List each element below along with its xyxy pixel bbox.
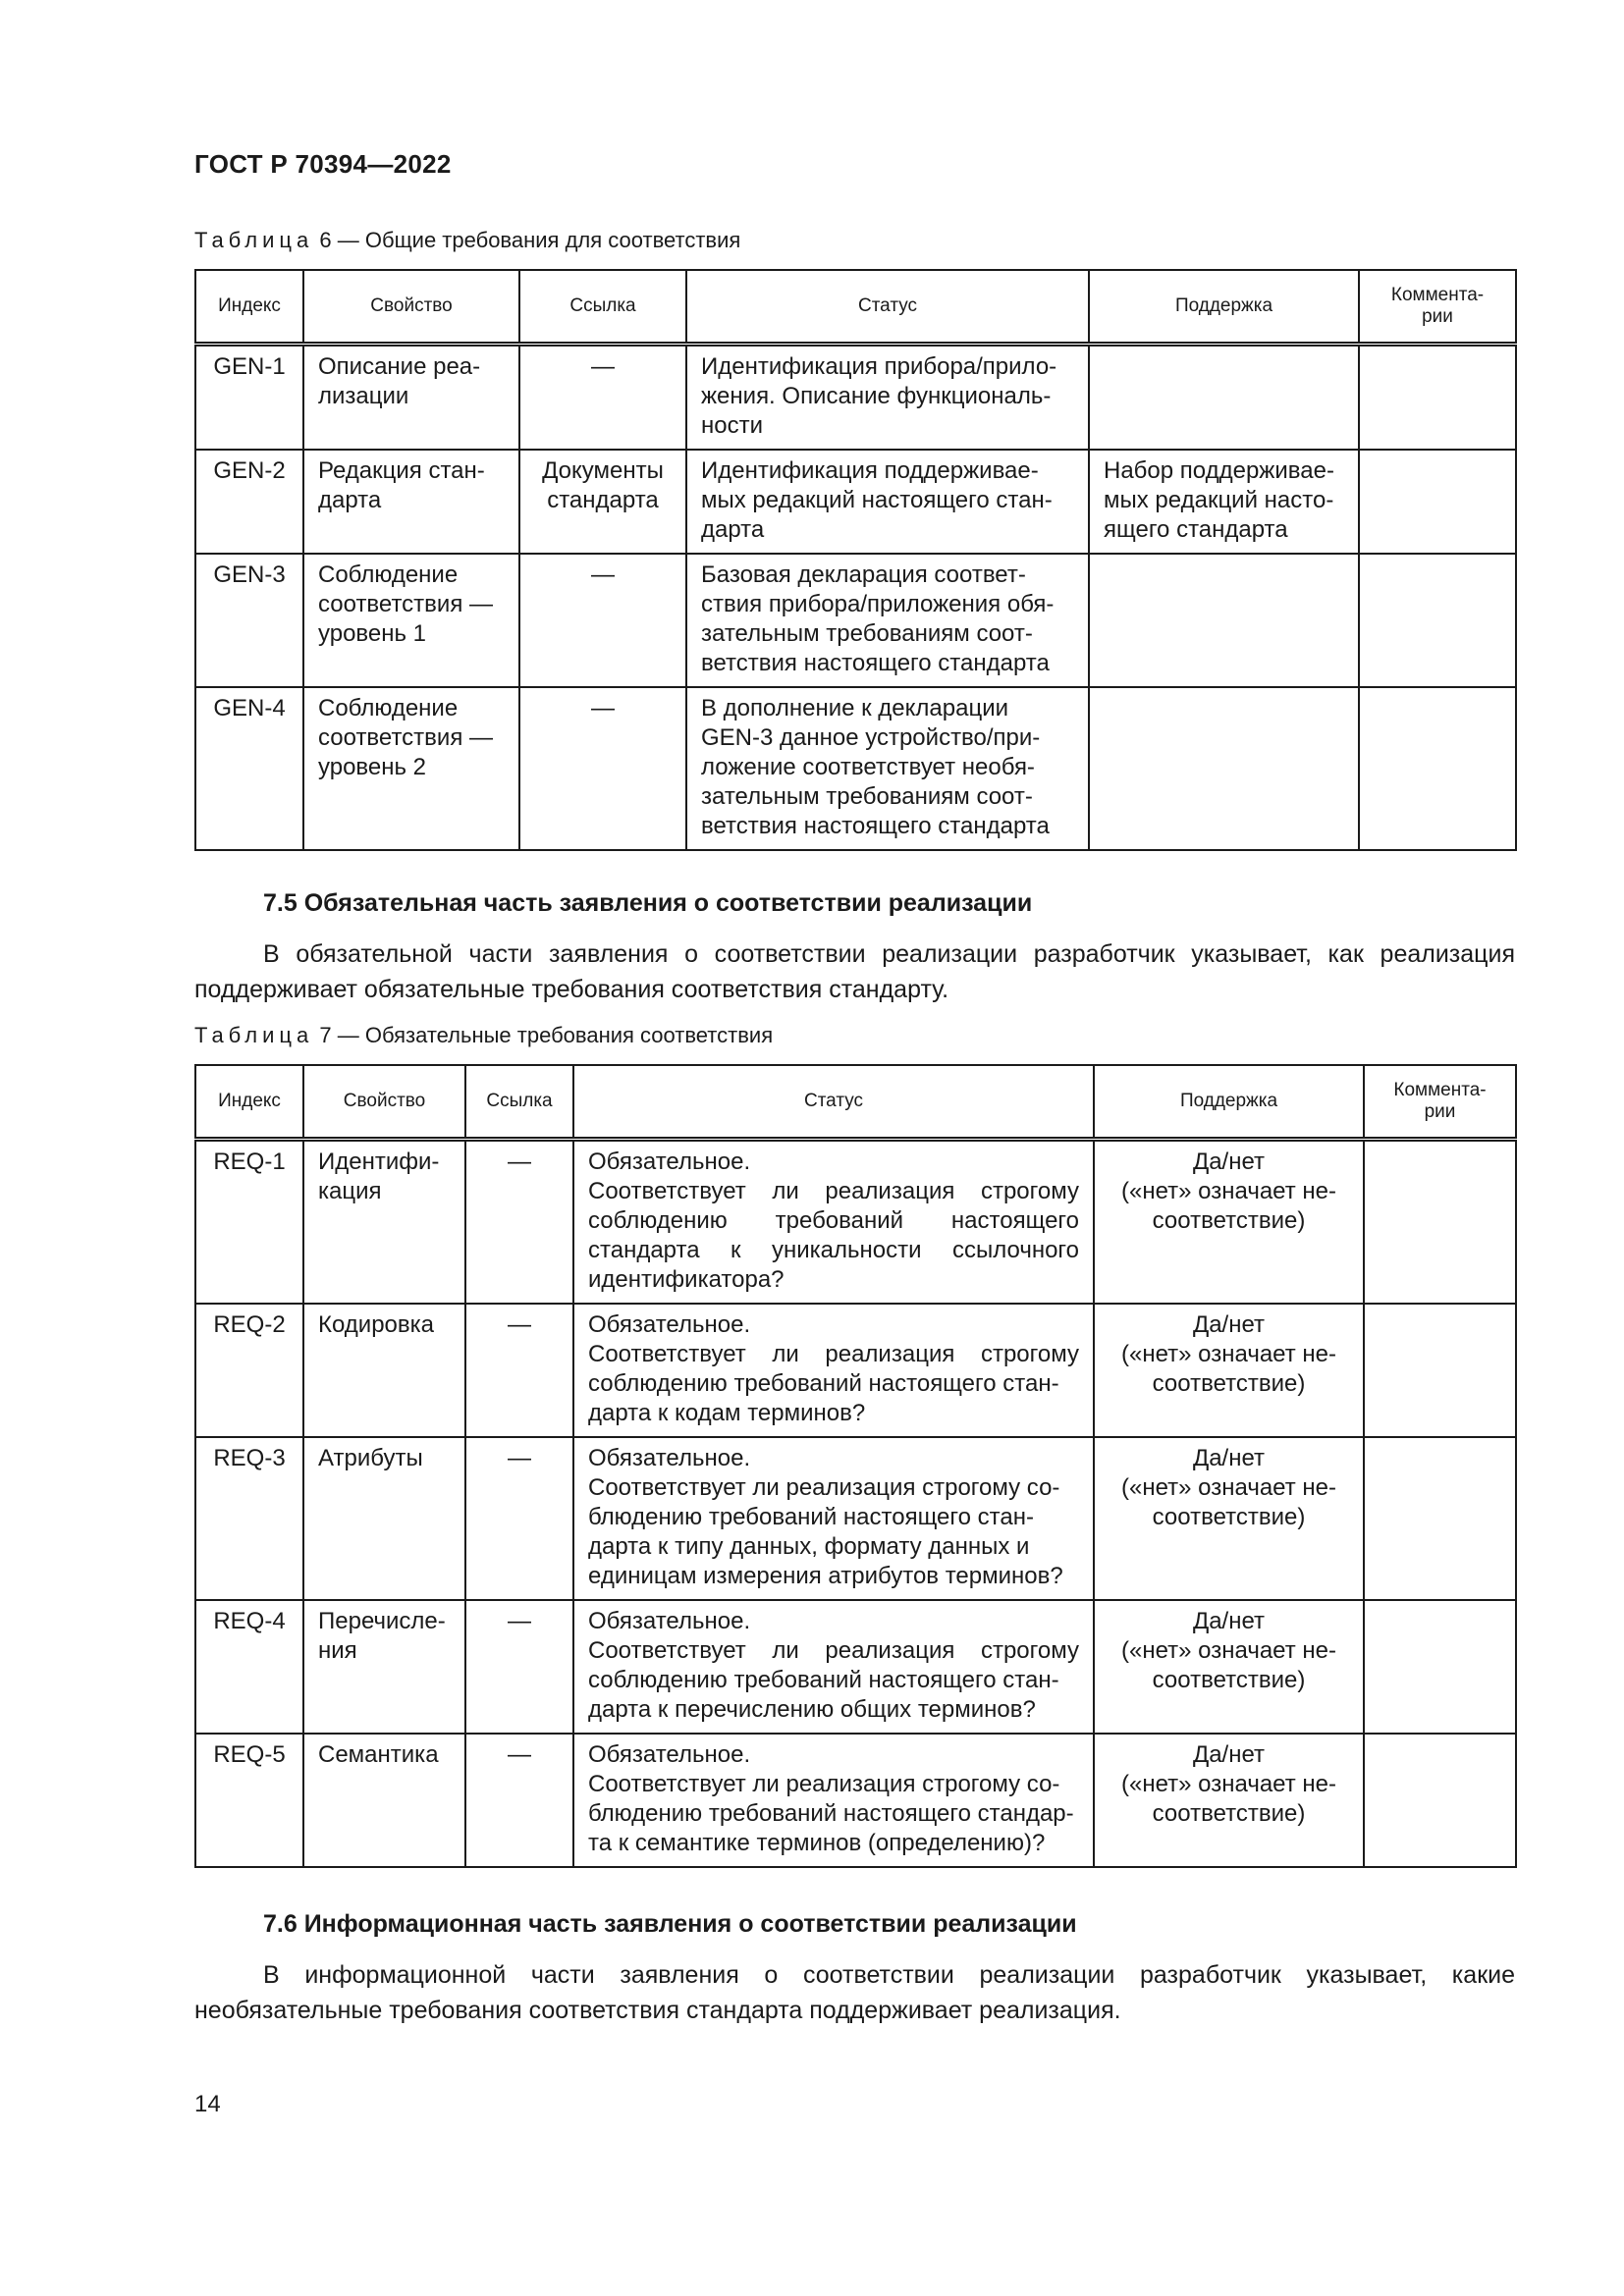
table-cell: Редакция стан- дарта <box>303 450 519 554</box>
table-cell: — <box>519 554 686 687</box>
column-header: Коммента- рии <box>1364 1065 1516 1140</box>
table-cell <box>1359 687 1516 850</box>
table-cell <box>1359 450 1516 554</box>
table-cell <box>1089 687 1359 850</box>
column-header: Свойство <box>303 1065 465 1140</box>
table-cell: REQ-2 <box>195 1304 303 1437</box>
table-cell: Семантика <box>303 1734 465 1867</box>
table-row <box>195 1600 1516 1734</box>
table-row <box>195 1437 1516 1600</box>
table-cell <box>1364 1734 1516 1867</box>
table-header-row <box>195 1065 1516 1140</box>
table-cell: — <box>465 1304 573 1437</box>
table-cell: Обязательное. Соответствует ли реализация строгому со- блюдению требований настоящего стандар- та к семантике терминов (определению)? <box>573 1734 1094 1867</box>
table-6-caption <box>194 228 740 253</box>
table-cell: — <box>465 1600 573 1734</box>
section-7-5-paragraph: В обязательной части заявления о соответствии реализации разработчик указывает, как реализация поддерживает обязательные требования соответствия стандарту. <box>194 940 1515 1003</box>
column-header: Поддержка <box>1094 1065 1364 1140</box>
table-cell <box>1364 1304 1516 1437</box>
table-cell: Соблюдение соответствия — уровень 1 <box>303 554 519 687</box>
table-cell: REQ-5 <box>195 1734 303 1867</box>
table-cell <box>1089 554 1359 687</box>
table-cell: — <box>519 687 686 850</box>
table-cell: Обязательное. Соответствует ли реализация строгому соблюдению требований настоящего стан- дарта к перечислению общих терминов? <box>573 1600 1094 1734</box>
table-cell: GEN-2 <box>195 450 303 554</box>
page-number: 14 <box>194 2091 221 2117</box>
table-cell: Да/нет («нет» означает не- соответствие) <box>1094 1600 1364 1734</box>
column-header: Статус <box>686 270 1089 345</box>
table-cell: Да/нет («нет» означает не- соответствие) <box>1094 1304 1364 1437</box>
table-cell <box>1359 345 1516 451</box>
table-row <box>195 1734 1516 1867</box>
table-cell: Кодировка <box>303 1304 465 1437</box>
table-7 <box>194 1064 1517 1868</box>
table-cell: Да/нет («нет» означает не- соответствие) <box>1094 1437 1364 1600</box>
table-7-caption <box>194 1023 773 1048</box>
caption-word: Таблица <box>194 228 314 252</box>
table-cell: Идентификация поддерживае- мых редакций настоящего стан- дарта <box>686 450 1089 554</box>
table-header-row <box>195 270 1516 345</box>
table-row <box>195 687 1516 850</box>
table-cell: GEN-1 <box>195 345 303 451</box>
document-header: ГОСТ Р 70394—2022 <box>194 149 452 179</box>
caption-text: 7 — Обязательные требования соответствия <box>319 1023 774 1047</box>
table-cell: Описание реа- лизации <box>303 345 519 451</box>
table-cell: Перечисле- ния <box>303 1600 465 1734</box>
column-header: Статус <box>573 1065 1094 1140</box>
column-header: Ссылка <box>519 270 686 345</box>
table-cell: GEN-4 <box>195 687 303 850</box>
table-cell <box>1364 1600 1516 1734</box>
table-cell: REQ-1 <box>195 1140 303 1305</box>
section-7-6-title: 7.6 Информационная часть заявления о соответствии реализации <box>263 1910 1077 1938</box>
table-cell: GEN-3 <box>195 554 303 687</box>
table-cell: Базовая декларация соответ- ствия прибора/приложения обя- зательным требованиям соот- ветствия настоящего стандарта <box>686 554 1089 687</box>
table-cell: Обязательное. Соответствует ли реализация строгому соблюдению требований настоящего стан- дарта к кодам терминов? <box>573 1304 1094 1437</box>
column-header: Поддержка <box>1089 270 1359 345</box>
table-row <box>195 450 1516 554</box>
column-header: Ссылка <box>465 1065 573 1140</box>
table-cell: Обязательное. Соответствует ли реализация строгому соблюдению требований настоящего стандарта к уникальности ссылочного идентификатора? <box>573 1140 1094 1305</box>
table-cell: — <box>465 1734 573 1867</box>
table-row <box>195 1304 1516 1437</box>
table-cell: REQ-3 <box>195 1437 303 1600</box>
table-cell <box>1359 554 1516 687</box>
column-header: Индекс <box>195 270 303 345</box>
section-7-5-title: 7.5 Обязательная часть заявления о соответствии реализации <box>263 889 1033 917</box>
caption-text: 6 — Общие требования для соответствия <box>319 228 741 252</box>
table-cell <box>1089 345 1359 451</box>
caption-word: Таблица <box>194 1023 314 1047</box>
table-cell: Идентификация прибора/прило- жения. Описание функциональ- ности <box>686 345 1089 451</box>
table-cell: — <box>519 345 686 451</box>
table-cell: Атрибуты <box>303 1437 465 1600</box>
table-cell: Соблюдение соответствия — уровень 2 <box>303 687 519 850</box>
table-6 <box>194 269 1517 851</box>
section-7-6-paragraph: В информационной части заявления о соответствии реализации разработчик указывает, какие необязательные требования соответствия стандарта поддерживает реализация. <box>194 1961 1515 2024</box>
column-header: Свойство <box>303 270 519 345</box>
table-cell: Идентифи- кация <box>303 1140 465 1305</box>
table-cell: Да/нет («нет» означает не- соответствие) <box>1094 1140 1364 1305</box>
table-cell: — <box>465 1140 573 1305</box>
table-cell: Да/нет («нет» означает не- соответствие) <box>1094 1734 1364 1867</box>
table-row <box>195 554 1516 687</box>
table-row <box>195 345 1516 451</box>
column-header: Индекс <box>195 1065 303 1140</box>
table-cell: В дополнение к декларации GEN-3 данное устройство/при- ложение соответствует необя- зательным требованиям соот- ветствия настоящего стандарта <box>686 687 1089 850</box>
table-cell <box>1364 1140 1516 1305</box>
table-row <box>195 1140 1516 1305</box>
table-cell <box>1364 1437 1516 1600</box>
table-cell: REQ-4 <box>195 1600 303 1734</box>
column-header: Коммента- рии <box>1359 270 1516 345</box>
table-cell: Документы стандарта <box>519 450 686 554</box>
table-cell: Набор поддерживае- мых редакций насто- ящего стандарта <box>1089 450 1359 554</box>
table-cell: Обязательное. Соответствует ли реализация строгому со- блюдению требований настоящего стан- дарта к типу данных, формату данных и единицам измерения атрибутов терминов? <box>573 1437 1094 1600</box>
table-cell: — <box>465 1437 573 1600</box>
